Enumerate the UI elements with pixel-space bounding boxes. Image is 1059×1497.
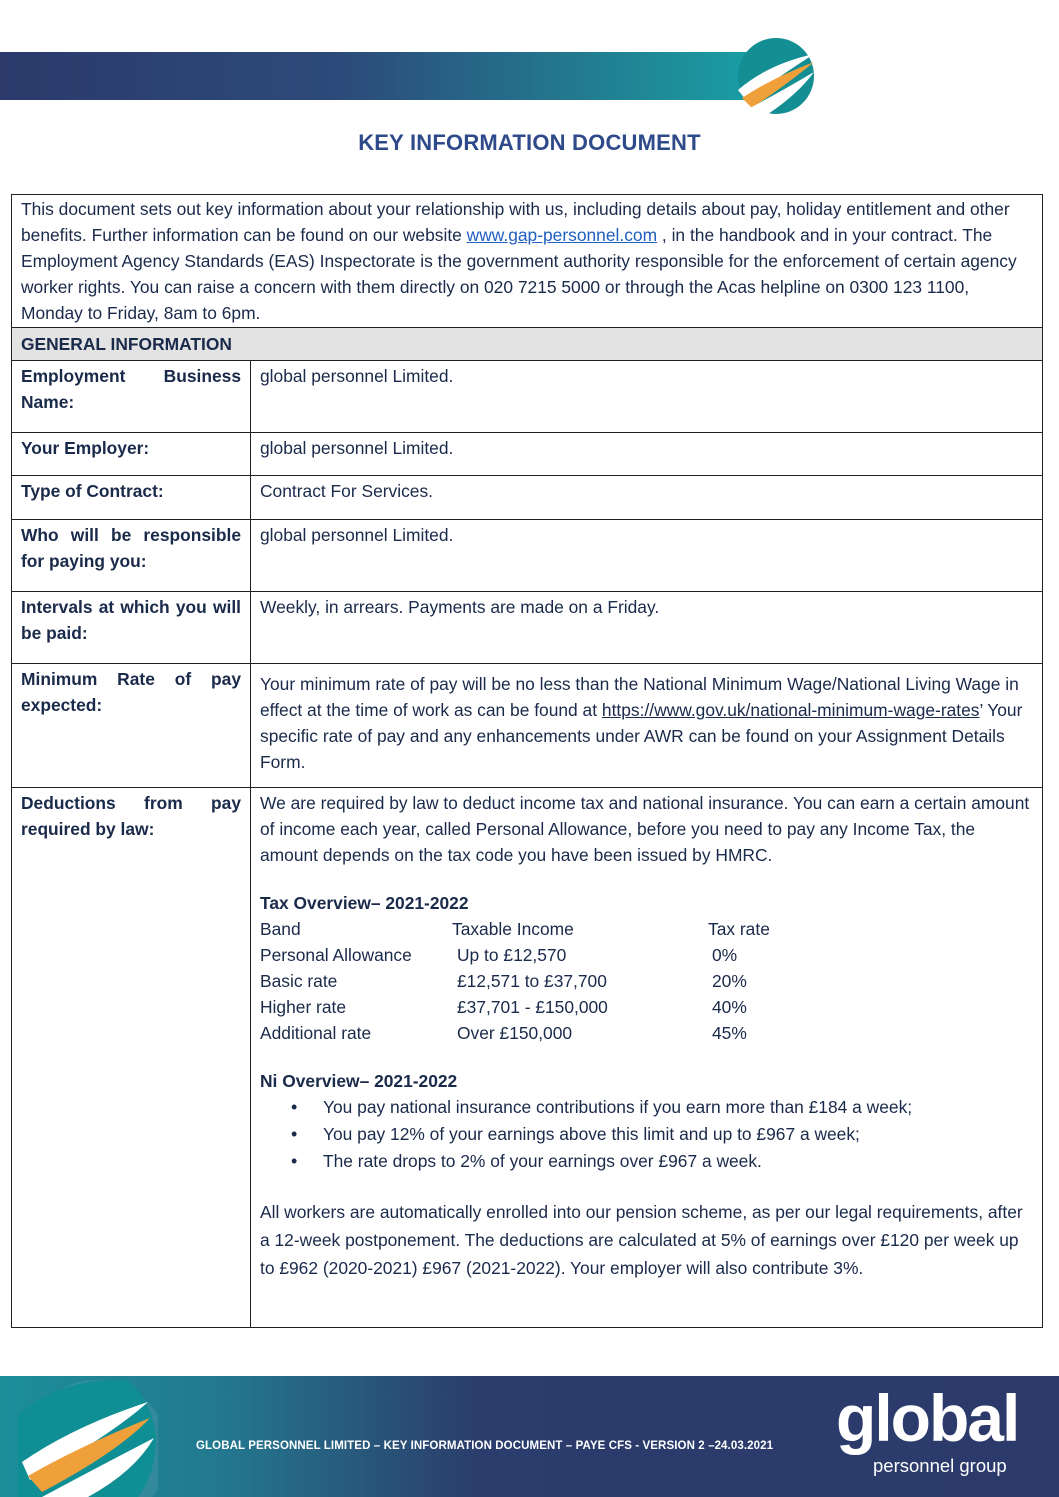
tax-income: Over £150,000 bbox=[457, 1023, 573, 1043]
min-rate-text-end: ’ Your specific rate of pay and any enhancements under AWR can be found on your Assignment Details Form. bbox=[260, 700, 1023, 772]
min-wage-link[interactable]: https://www.gov.uk/national-minimum-wage-rates bbox=[601, 700, 980, 720]
label-employer: Your Employer: bbox=[12, 433, 251, 476]
table-row bbox=[12, 476, 1043, 520]
tax-rate: 0% bbox=[712, 945, 738, 965]
tax-band: Additional rate bbox=[260, 1023, 372, 1043]
brand-subtitle: personnel group bbox=[873, 1455, 1007, 1476]
tax-rate: 40% bbox=[712, 997, 747, 1017]
intro-row bbox=[12, 195, 1043, 328]
table-row bbox=[12, 592, 1043, 664]
pension-paragraph: All workers are automatically enrolled into our pension scheme, as per our legal requirements, after a 12-week postponement. The deductions are calculated at 5% of earnings over £120 per week up to £962 (2020-2021) £967 (2021-2022). Your employer will also contribute 3%. bbox=[260, 1202, 1023, 1278]
tax-band: Higher rate bbox=[260, 997, 347, 1017]
list-item: • The rate drops to 2% of your earnings over £967 a week. bbox=[291, 1148, 1033, 1175]
table-row bbox=[12, 788, 1043, 1328]
value-min-rate bbox=[251, 664, 1043, 788]
table-row bbox=[12, 361, 1043, 433]
value-contract-type: Contract For Services. bbox=[251, 476, 1043, 520]
list-item: • You pay national insurance contributions if you earn more than £184 a week; bbox=[291, 1094, 1033, 1121]
deductions-intro: We are required by law to deduct income tax and national insurance. You can earn a certain amount of income each year, called Personal Allowance, before you need to pay any Income Tax, the amount depends on the tax code you have been issued by HMRC. bbox=[260, 793, 1030, 865]
tax-income: £12,571 to £37,700 bbox=[457, 971, 607, 991]
table-row bbox=[12, 520, 1043, 592]
tax-income: £37,701 - £150,000 bbox=[457, 997, 608, 1017]
company-logo-icon bbox=[728, 38, 818, 114]
min-rate-text-start: Your minimum rate of pay will be no less than the National Minimum Wage/National Living Wage in effect at the time of work as can be found at bbox=[260, 674, 1019, 720]
value-intervals: Weekly, in arrears. Payments are made on a Friday. bbox=[251, 592, 1043, 664]
footer-text: GLOBAL PERSONNEL LIMITED – KEY INFORMATION DOCUMENT – PAYE CFS - VERSION 2 –24.03.2021 bbox=[196, 1440, 774, 1452]
tax-table bbox=[260, 916, 1033, 1046]
ni-overview-title: Ni Overview– 2021-2022 bbox=[260, 1071, 458, 1091]
intro-text-end: , in the handbook and in your contract. The Employment Agency Standards (EAS) Inspectorate is the government authority responsible for the enforcement of certain agency worker rights. You can raise a concern with them directly on 020 7215 5000 or through the Acas helpline on 0300 123 1100, Monday to Friday, 8am to 6pm. bbox=[21, 225, 1017, 323]
tax-income: Up to £12,570 bbox=[457, 945, 567, 965]
header-band bbox=[0, 52, 770, 100]
ni-list bbox=[291, 1094, 1033, 1175]
tax-band: Basic rate bbox=[260, 971, 338, 991]
tax-header-band: Band bbox=[260, 919, 301, 939]
label-business-name: Employment Business Name: bbox=[12, 361, 251, 433]
intro-paragraph bbox=[12, 195, 1043, 328]
tax-header-rate: Tax rate bbox=[708, 919, 770, 939]
brand-wordmark: global bbox=[836, 1381, 1019, 1455]
tax-rate: 45% bbox=[712, 1023, 747, 1043]
tax-overview-title: Tax Overview– 2021-2022 bbox=[260, 893, 469, 913]
tax-rate: 20% bbox=[712, 971, 747, 991]
table-row bbox=[12, 664, 1043, 788]
intro-text-start: This document sets out key information about your relationship with us, including details about pay, holiday entitlement and other benefits. Further information can be found on our website bbox=[21, 199, 1010, 245]
label-contract-type: Type of Contract: bbox=[12, 476, 251, 520]
value-business-name: global personnel Limited. bbox=[251, 361, 1043, 433]
tax-header-income: Taxable Income bbox=[452, 919, 574, 939]
list-item: • You pay 12% of your earnings above this limit and up to £967 a week; bbox=[291, 1121, 1033, 1148]
value-employer: global personnel Limited. bbox=[251, 433, 1043, 476]
section-header-row bbox=[12, 328, 1043, 361]
tax-band: Personal Allowance bbox=[260, 945, 412, 965]
table-row bbox=[12, 433, 1043, 476]
key-info-table bbox=[11, 194, 1043, 1328]
page-title: KEY INFORMATION DOCUMENT bbox=[358, 130, 701, 155]
footer-logo-icon bbox=[18, 1376, 158, 1497]
label-intervals: Intervals at which you will be paid: bbox=[12, 592, 251, 664]
label-payer: Who will be responsible for paying you: bbox=[12, 520, 251, 592]
value-deductions bbox=[251, 788, 1043, 1328]
website-link[interactable]: www.gap-personnel.com bbox=[466, 225, 658, 245]
section-title-general: GENERAL INFORMATION bbox=[12, 328, 1043, 361]
label-min-rate: Minimum Rate of pay expected: bbox=[12, 664, 251, 788]
value-payer: global personnel Limited. bbox=[251, 520, 1043, 592]
label-deductions: Deductions from pay required by law: bbox=[12, 788, 251, 1328]
